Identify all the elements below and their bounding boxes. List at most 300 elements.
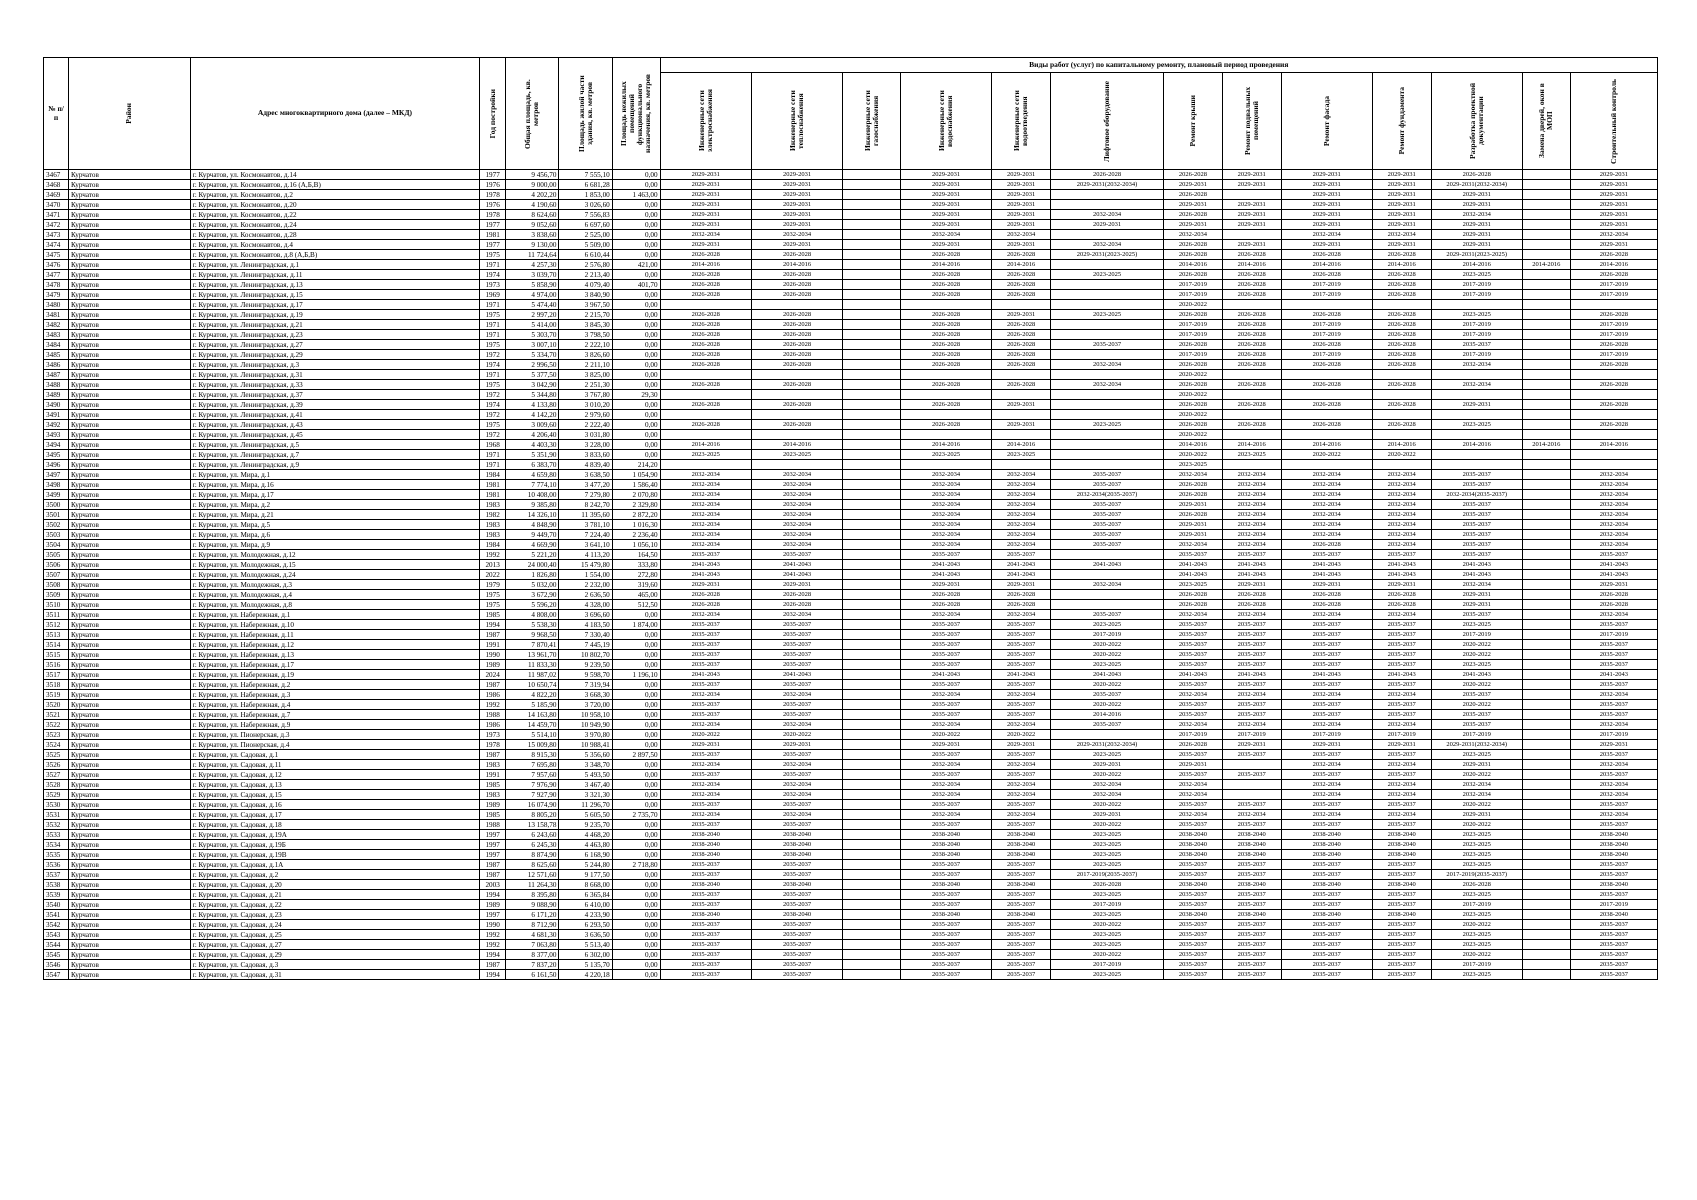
cell-work-period: 2035-2037 [1050,690,1163,700]
cell-work-period: 2014-2016 [660,440,751,450]
col-header-works-group: Виды работ (услуг) по капитальному ремонту, плановый период проведения [660,58,1657,73]
cell-total-area: 3 838,60 [506,230,559,240]
col-header-work-10: Разработка проектной документации [1431,73,1522,170]
cell-work-period: 2035-2037 [660,860,751,870]
cell-work-period: 2029-2031 [660,220,751,230]
cell-address: г. Курчатов, ул. Ленинградская, д.1 [190,260,479,270]
table-row [44,900,1658,910]
cell-district: Курчатов [69,340,191,350]
cell-work-period: 2035-2037 [1570,750,1657,760]
cell-address: г. Курчатов, ул. Ленинградская, д.13 [190,280,479,290]
cell-work-period [843,240,901,250]
cell-num: 3479 [44,290,69,300]
cell-nonliving-area: 0,00 [612,760,660,770]
cell-num: 3532 [44,820,69,830]
cell-total-area: 9 456,70 [506,170,559,180]
cell-nonliving-area: 0,00 [612,230,660,240]
cell-work-period: 2032-2034 [1281,780,1372,790]
cell-work-period: 2032-2034 [1431,360,1522,370]
cell-year: 1972 [480,410,506,420]
cell-work-period [1222,370,1281,380]
cell-work-period: 2038-2040 [1281,910,1372,920]
cell-district: Курчатов [69,640,191,650]
cell-work-period: 2023-2025 [1431,860,1522,870]
cell-district: Курчатов [69,630,191,640]
cell-work-period: 2035-2037 [1372,680,1431,690]
cell-address: г. Курчатов, ул. Садовая, д.17 [190,810,479,820]
cell-work-period: 2035-2037 [1431,340,1522,350]
cell-nonliving-area: 2 329,80 [612,500,660,510]
cell-work-period [1050,260,1163,270]
cell-work-period: 2035-2037 [900,700,991,710]
cell-work-period: 2029-2031 [1372,190,1431,200]
cell-work-period: 2035-2037 [900,640,991,650]
cell-living-area: 10 802,70 [559,650,612,660]
cell-address: г. Курчатов, ул. Садовая, д.15 [190,790,479,800]
table-row [44,810,1658,820]
cell-address: г. Курчатов, ул. Космонавтов, д.28 [190,230,479,240]
cell-work-period: 2035-2037 [900,820,991,830]
cell-address: г. Курчатов, ул. Садовая, д.23 [190,910,479,920]
cell-living-area: 6 302,00 [559,950,612,960]
col-header-work-0: Инженерные сети электроснабжения [660,73,751,170]
cell-year: 1974 [480,270,506,280]
cell-work-period [843,500,901,510]
cell-total-area: 5 344,80 [506,390,559,400]
cell-work-period: 2032-2034 [751,530,842,540]
cell-work-period: 2026-2028 [1164,340,1223,350]
table-row [44,540,1658,550]
cell-work-period: 2014-2016 [1164,440,1223,450]
cell-work-period: 2041-2043 [1431,570,1522,580]
cell-work-period [1522,640,1570,650]
cell-work-period: 2035-2037 [1570,860,1657,870]
table-header [44,58,1658,170]
cell-work-period: 2032-2034 [1281,690,1372,700]
cell-work-period [660,460,751,470]
cell-work-period [843,250,901,260]
cell-work-period: 2041-2043 [992,570,1051,580]
cell-nonliving-area: 0,00 [612,950,660,960]
cell-district: Курчатов [69,760,191,770]
cell-work-period: 2032-2034 [660,790,751,800]
cell-work-period: 2038-2040 [751,910,842,920]
cell-work-period: 2029-2031(2032-2034) [1050,180,1163,190]
cell-work-period [1050,450,1163,460]
cell-work-period: 2035-2037 [751,650,842,660]
cell-work-period [1522,810,1570,820]
cell-work-period: 2032-2034 [1281,470,1372,480]
cell-work-period: 2032-2034 [660,810,751,820]
cell-work-period [843,660,901,670]
cell-work-period: 2032-2034 [660,470,751,480]
cell-work-period [1522,450,1570,460]
cell-num: 3518 [44,680,69,690]
cell-work-period: 2035-2037 [1281,770,1372,780]
cell-work-period [1522,330,1570,340]
cell-work-period [843,670,901,680]
cell-work-period: 2023-2025 [660,450,751,460]
cell-living-area: 4 468,20 [559,830,612,840]
cell-nonliving-area: 0,00 [612,840,660,850]
cell-work-period [751,430,842,440]
cell-nonliving-area: 2 735,70 [612,810,660,820]
cell-year: 2013 [480,560,506,570]
cell-num: 3473 [44,230,69,240]
cell-work-period: 2035-2037 [660,800,751,810]
cell-work-period: 2032-2034 [1372,520,1431,530]
cell-work-period [1522,720,1570,730]
cell-work-period: 2035-2037 [1570,890,1657,900]
cell-work-period: 2023-2025 [1431,750,1522,760]
cell-work-period: 2023-2025 [1164,460,1223,470]
cell-work-period: 2029-2031 [660,580,751,590]
cell-num: 3538 [44,880,69,890]
cell-work-period [1522,170,1570,180]
cell-total-area: 4 206,40 [506,430,559,440]
cell-num: 3536 [44,860,69,870]
cell-work-period: 2026-2028 [900,420,991,430]
cell-living-area: 3 845,30 [559,320,612,330]
cell-work-period: 2038-2040 [1372,880,1431,890]
cell-work-period: 2032-2034 [1372,530,1431,540]
cell-nonliving-area: 0,00 [612,220,660,230]
cell-work-period [992,410,1051,420]
cell-work-period: 2032-2034 [992,810,1051,820]
cell-year: 1969 [480,290,506,300]
cell-work-period: 2029-2031 [1281,170,1372,180]
cell-work-period: 2032-2034 [1281,720,1372,730]
cell-work-period: 2038-2040 [1281,830,1372,840]
cell-work-period: 2026-2028 [1222,330,1281,340]
cell-work-period: 2023-2025 [1050,270,1163,280]
cell-work-period: 2035-2037 [1050,470,1163,480]
cell-work-period: 2029-2031 [1164,520,1223,530]
cell-work-period [843,620,901,630]
cell-work-period: 2035-2037 [1431,470,1522,480]
cell-work-period [1372,370,1431,380]
cell-work-period: 2035-2037 [751,620,842,630]
cell-living-area: 3 668,30 [559,690,612,700]
cell-num: 3495 [44,450,69,460]
cell-num: 3500 [44,500,69,510]
cell-work-period: 2023-2025 [1431,850,1522,860]
cell-work-period [751,390,842,400]
cell-work-period: 2032-2034 [1570,760,1657,770]
table-row [44,820,1658,830]
cell-work-period [843,910,901,920]
cell-num: 3470 [44,200,69,210]
cell-work-period: 2032-2034 [751,500,842,510]
cell-address: г. Курчатов, ул. Садовая, д.12 [190,770,479,780]
cell-work-period: 2035-2037 [1164,660,1223,670]
cell-work-period [900,370,991,380]
cell-nonliving-area: 0,00 [612,920,660,930]
cell-year: 1985 [480,610,506,620]
cell-work-period: 2035-2037 [900,930,991,940]
cell-year: 1992 [480,940,506,950]
cell-work-period [843,600,901,610]
cell-work-period [843,890,901,900]
cell-work-period: 2029-2031 [1431,220,1522,230]
cell-work-period: 2029-2031 [751,190,842,200]
cell-work-period: 2029-2031 [900,200,991,210]
cell-work-period: 2041-2043 [1050,670,1163,680]
cell-work-period: 2017-2019 [1431,630,1522,640]
cell-work-period: 2017-2019 [1164,330,1223,340]
cell-work-period: 2035-2037 [1570,800,1657,810]
cell-year: 1991 [480,770,506,780]
cell-work-period: 2032-2034 [1222,510,1281,520]
cell-district: Курчатов [69,740,191,750]
cell-nonliving-area: 2 718,80 [612,860,660,870]
cell-work-period [1522,320,1570,330]
cell-address: г. Курчатов, ул. Садовая, д.19А [190,830,479,840]
cell-work-period: 2026-2028 [1050,170,1163,180]
cell-work-period: 2029-2031 [1281,220,1372,230]
cell-work-period: 2032-2034 [1570,530,1657,540]
cell-work-period: 2026-2028 [1372,290,1431,300]
cell-work-period: 2035-2037 [992,770,1051,780]
cell-total-area: 9 385,80 [506,500,559,510]
cell-nonliving-area: 0,00 [612,730,660,740]
cell-work-period: 2026-2028 [1570,590,1657,600]
cell-district: Курчатов [69,320,191,330]
cell-total-area: 8 395,80 [506,890,559,900]
cell-work-period: 2035-2037 [1570,700,1657,710]
cell-num: 3490 [44,400,69,410]
cell-work-period: 2035-2037 [900,940,991,950]
cell-work-period: 2032-2034 [660,500,751,510]
cell-living-area: 3 967,50 [559,300,612,310]
cell-work-period: 2032-2034 [900,610,991,620]
cell-work-period [1522,500,1570,510]
cell-total-area: 3 009,60 [506,420,559,430]
cell-work-period: 2032-2034 [660,530,751,540]
cell-work-period: 2035-2037 [1222,890,1281,900]
cell-work-period: 2026-2028 [1164,590,1223,600]
cell-work-period [1522,400,1570,410]
cell-work-period: 2035-2037 [1372,820,1431,830]
cell-work-period: 2026-2028 [660,360,751,370]
cell-work-period [843,950,901,960]
cell-living-area: 9 239,50 [559,660,612,670]
cell-work-period: 2038-2040 [900,840,991,850]
cell-work-period: 2020-2022 [1164,370,1223,380]
cell-work-period [900,460,991,470]
cell-work-period: 2023-2025 [1050,420,1163,430]
cell-work-period: 2029-2031 [900,580,991,590]
cell-district: Курчатов [69,800,191,810]
cell-district: Курчатов [69,410,191,420]
cell-work-period: 2032-2034 [1050,780,1163,790]
cell-work-period: 2035-2037 [1372,860,1431,870]
cell-work-period: 2017-2019 [1431,900,1522,910]
cell-year: 1981 [480,230,506,240]
cell-work-period: 2035-2037 [660,550,751,560]
cell-work-period: 2029-2031 [1372,220,1431,230]
cell-district: Курчатов [69,350,191,360]
cell-work-period: 2041-2043 [660,570,751,580]
cell-year: 1983 [480,520,506,530]
table-row [44,450,1658,460]
cell-year: 1983 [480,760,506,770]
cell-work-period: 2020-2022 [1281,450,1372,460]
table-row [44,970,1658,980]
cell-work-period: 2032-2034 [1372,720,1431,730]
cell-total-area: 9 449,70 [506,530,559,540]
cell-work-period: 2026-2028 [992,350,1051,360]
cell-nonliving-area: 0,00 [612,410,660,420]
cell-work-period: 2026-2028 [1570,270,1657,280]
cell-district: Курчатов [69,460,191,470]
cell-living-area: 5 493,50 [559,770,612,780]
cell-work-period: 2023-2025 [1050,890,1163,900]
cell-work-period: 2032-2034 [751,810,842,820]
cell-work-period [1522,970,1570,980]
cell-work-period: 2035-2037 [1372,940,1431,950]
cell-address: г. Курчатов, ул. Садовая, д.2 [190,870,479,880]
cell-work-period: 2029-2031 [900,210,991,220]
cell-year: 1990 [480,920,506,930]
cell-work-period [992,300,1051,310]
cell-living-area: 2 211,10 [559,360,612,370]
cell-work-period: 2020-2022 [1050,640,1163,650]
cell-nonliving-area: 0,00 [612,240,660,250]
cell-work-period: 2026-2028 [660,380,751,390]
cell-work-period [843,350,901,360]
cell-work-period: 2035-2037 [751,960,842,970]
cell-work-period: 2014-2016 [660,260,751,270]
table-row [44,520,1658,530]
cell-work-period: 2023-2025 [1431,270,1522,280]
cell-work-period: 2017-2019 [1570,730,1657,740]
cell-year: 1975 [480,310,506,320]
cell-work-period: 2035-2037 [900,960,991,970]
cell-num: 3537 [44,870,69,880]
cell-work-period: 2032-2034 [1431,580,1522,590]
cell-work-period: 2017-2019 [1431,290,1522,300]
cell-work-period [1431,410,1522,420]
cell-work-period: 2035-2037 [1372,750,1431,760]
cell-work-period: 2029-2031 [1164,200,1223,210]
cell-work-period: 2035-2037 [1570,680,1657,690]
cell-nonliving-area: 2 236,40 [612,530,660,540]
cell-nonliving-area: 0,00 [612,210,660,220]
cell-work-period [843,480,901,490]
cell-work-period: 2032-2034 [992,500,1051,510]
cell-work-period [843,710,901,720]
cell-work-period: 2023-2025 [1431,930,1522,940]
table-body [44,170,1658,980]
cell-work-period: 2035-2037 [1372,660,1431,670]
cell-work-period [751,370,842,380]
cell-nonliving-area: 2 897,50 [612,750,660,760]
cell-nonliving-area: 2 070,80 [612,490,660,500]
cell-work-period: 2032-2034 [1050,790,1163,800]
col-header-work-3: Инженерные сети водоснабжения [900,73,991,170]
cell-work-period [843,230,901,240]
cell-work-period: 2026-2028 [1222,340,1281,350]
cell-work-period [1050,600,1163,610]
cell-work-period: 2041-2043 [1431,560,1522,570]
cell-work-period [1570,430,1657,440]
cell-work-period: 2026-2028 [1281,590,1372,600]
cell-work-period: 2032-2034 [1164,690,1223,700]
cell-work-period: 2032-2034 [751,540,842,550]
cell-work-period: 2035-2037 [1570,660,1657,670]
cell-work-period [1522,310,1570,320]
cell-work-period: 2029-2031 [1570,170,1657,180]
table-row [44,260,1658,270]
cell-work-period: 2035-2037 [660,620,751,630]
cell-work-period: 2041-2043 [1570,570,1657,580]
cell-work-period: 2017-2019 [1431,320,1522,330]
cell-total-area: 9 130,00 [506,240,559,250]
cell-work-period: 2026-2028 [1372,590,1431,600]
cell-work-period: 2035-2037 [1570,710,1657,720]
col-header-work-11: Замена дверей, окон в МОП [1522,73,1570,170]
cell-work-period: 2032-2034 [660,610,751,620]
cell-work-period [1522,710,1570,720]
cell-address: г. Курчатов, ул. Ленинградская, д.23 [190,330,479,340]
cell-living-area: 3 348,70 [559,760,612,770]
cell-nonliving-area: 0,00 [612,350,660,360]
cell-address: г. Курчатов, ул. Мира, д.6 [190,530,479,540]
cell-work-period: 2035-2037 [660,960,751,970]
cell-work-period: 2035-2037 [1570,950,1657,960]
cell-work-period: 2029-2031 [1281,580,1372,590]
cell-work-period: 2026-2028 [1222,280,1281,290]
cell-living-area: 2 979,60 [559,410,612,420]
col-header-total-area: Общая площадь, кв. метров [506,58,559,170]
cell-work-period: 2032-2034 [660,510,751,520]
cell-work-period: 2020-2022 [1050,770,1163,780]
cell-work-period: 2038-2040 [660,830,751,840]
cell-work-period: 2035-2037 [1281,630,1372,640]
cell-district: Курчатов [69,530,191,540]
cell-work-period: 2029-2031 [1281,180,1372,190]
table-row [44,830,1658,840]
cell-work-period: 2038-2040 [660,840,751,850]
cell-work-period: 2020-2022 [1431,640,1522,650]
cell-total-area: 9 000,00 [506,180,559,190]
cell-living-area: 6 168,90 [559,850,612,860]
cell-work-period: 2029-2031 [1222,220,1281,230]
cell-living-area: 8 668,00 [559,880,612,890]
cell-work-period: 2017-2019(2035-2037) [1431,870,1522,880]
cell-work-period [843,510,901,520]
cell-living-area: 3 026,60 [559,200,612,210]
cell-living-area: 1 853,00 [559,190,612,200]
table-row [44,690,1658,700]
cell-num: 3535 [44,850,69,860]
cell-work-period [843,650,901,660]
cell-work-period: 2026-2028 [660,340,751,350]
table-row [44,920,1658,930]
col-header-work-6: Ремонт крыши [1164,73,1223,170]
cell-work-period: 2032-2034 [660,520,751,530]
cell-nonliving-area: 2 872,20 [612,510,660,520]
cell-address: г. Курчатов, ул. Набережная, д.17 [190,660,479,670]
cell-work-period: 2035-2037 [900,550,991,560]
table-row [44,180,1658,190]
cell-address: г. Курчатов, ул. Мира, д.9 [190,540,479,550]
cell-address: г. Курчатов, ул. Садовая, д.16 [190,800,479,810]
cell-work-period: 2035-2037 [1281,890,1372,900]
cell-work-period [843,410,901,420]
cell-work-period [1522,700,1570,710]
